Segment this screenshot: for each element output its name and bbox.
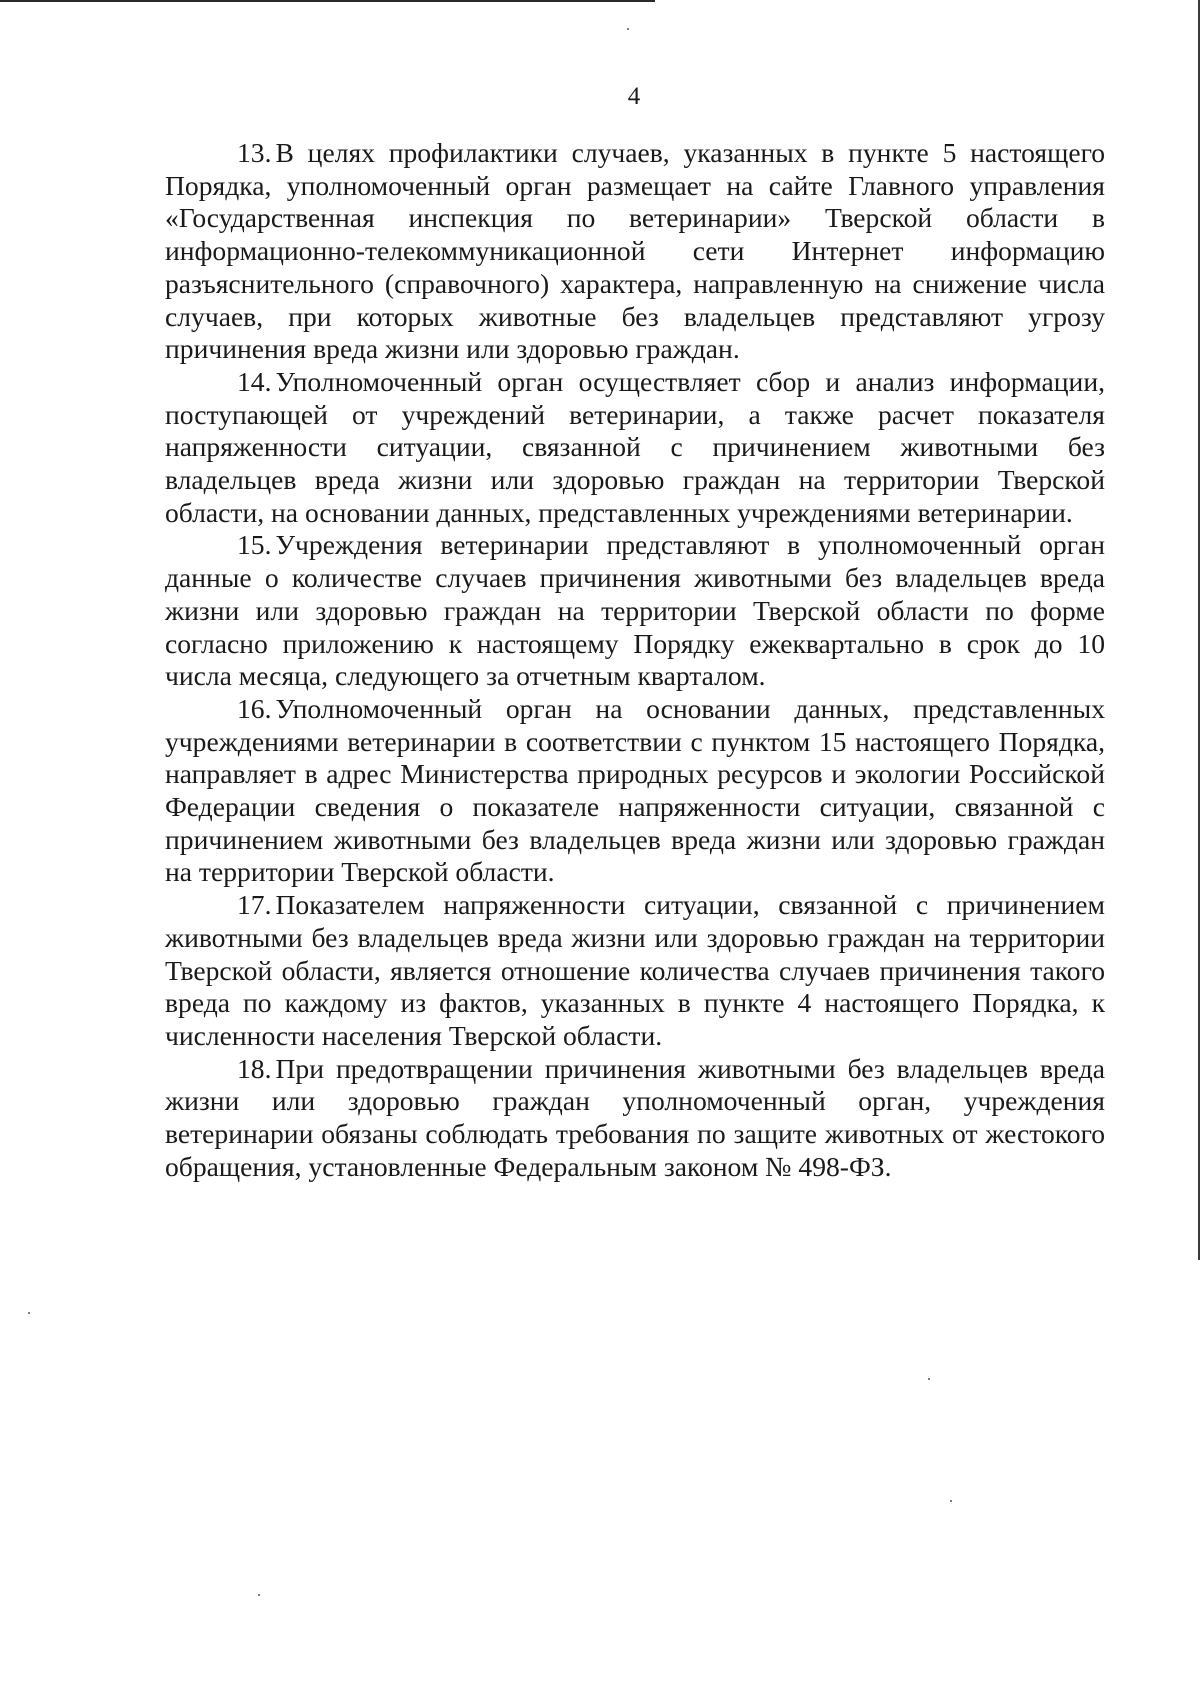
paragraph-number: 13. bbox=[237, 137, 272, 168]
scan-speck bbox=[28, 1312, 30, 1314]
paragraph-text: Показателем напряженности ситуации, связанной с причинением животными без владельцев вреда жизни или здоровью граждан на территории Тверской области, является отношение количества случаев причинения такого вреда по каждому из фактов, указанных в пункте 4 настоящего Порядка, к численности населения Тверской области. bbox=[165, 889, 1105, 1051]
paragraph-number: 15. bbox=[237, 529, 272, 561]
paragraph-number: 14. bbox=[237, 365, 272, 397]
paragraph-text: При предотвращении причинения животными без владельцев вреда жизни или здоровью граждан уполномоченный орган, учреждения ветеринарии обязаны соблюдать требования по защите животных от жестокого обращения, установленные Федеральным законом № 498-ФЗ. bbox=[165, 1052, 1105, 1182]
scan-top-edge bbox=[0, 0, 655, 2]
paragraph-number: 18. bbox=[237, 1052, 272, 1084]
paragraph-number: 16. bbox=[237, 692, 272, 724]
scan-speck bbox=[928, 1378, 930, 1380]
paragraph-15 bbox=[165, 529, 1105, 693]
paragraph-text: Уполномоченный орган осуществляет сбор и анализ информации, поступающей от учреждений ветеринарии, а также расчет показателя напряженности ситуации, связанной с причинением животными без владельцев вреда жизни или здоровью граждан на территории Тверской области, на основании данных, представленных учреждениями ветеринарии. bbox=[165, 365, 1105, 528]
scan-speck bbox=[627, 28, 629, 30]
scan-speck bbox=[258, 1594, 260, 1596]
paragraph-text: Учреждения ветеринарии представляют в уполномоченный орган данные о количестве случаев причинения животными без владельцев вреда жизни или здоровью граждан на территории Тверской области по форме согласно приложению к настоящему Порядку ежеквартально в срок до 10 числа месяца, следующего за отчетным кварталом. bbox=[165, 529, 1105, 692]
paragraph-14 bbox=[165, 366, 1105, 530]
paragraph-text: В целях профилактики случаев, указанных в пункте 5 настоящего Порядка, уполномоченный орган размещает на сайте Главного управления «Государственная инспекция по ветеринарии» Тверской области в информационно-телекоммуникационной сети Интернет информацию разъяснительного (справочного) характера, направленную на снижение числа случаев, при которых животные без владельцев представляют угрозу причинения вреда жизни или здоровью граждан. bbox=[165, 137, 1105, 365]
scan-speck bbox=[950, 1500, 952, 1502]
document-body bbox=[165, 137, 1105, 1184]
paragraph-text: Уполномоченный орган на основании данных, представленных учреждениями ветеринарии в соответствии с пунктом 15 настоящего Порядка, направляет в адрес Министерства природных ресурсов и экологии Российской Федерации сведения о показателе напряженности ситуации, связанной с причинением животными без владельцев вреда жизни или здоровью граждан на территории Тверской области. bbox=[165, 692, 1105, 888]
page-number: 4 bbox=[627, 83, 641, 110]
paragraph-16 bbox=[165, 693, 1105, 889]
paragraph-18 bbox=[165, 1053, 1105, 1184]
paragraph-17 bbox=[165, 889, 1105, 1053]
paragraph-13 bbox=[165, 137, 1105, 366]
paragraph-number: 17. bbox=[237, 889, 272, 921]
